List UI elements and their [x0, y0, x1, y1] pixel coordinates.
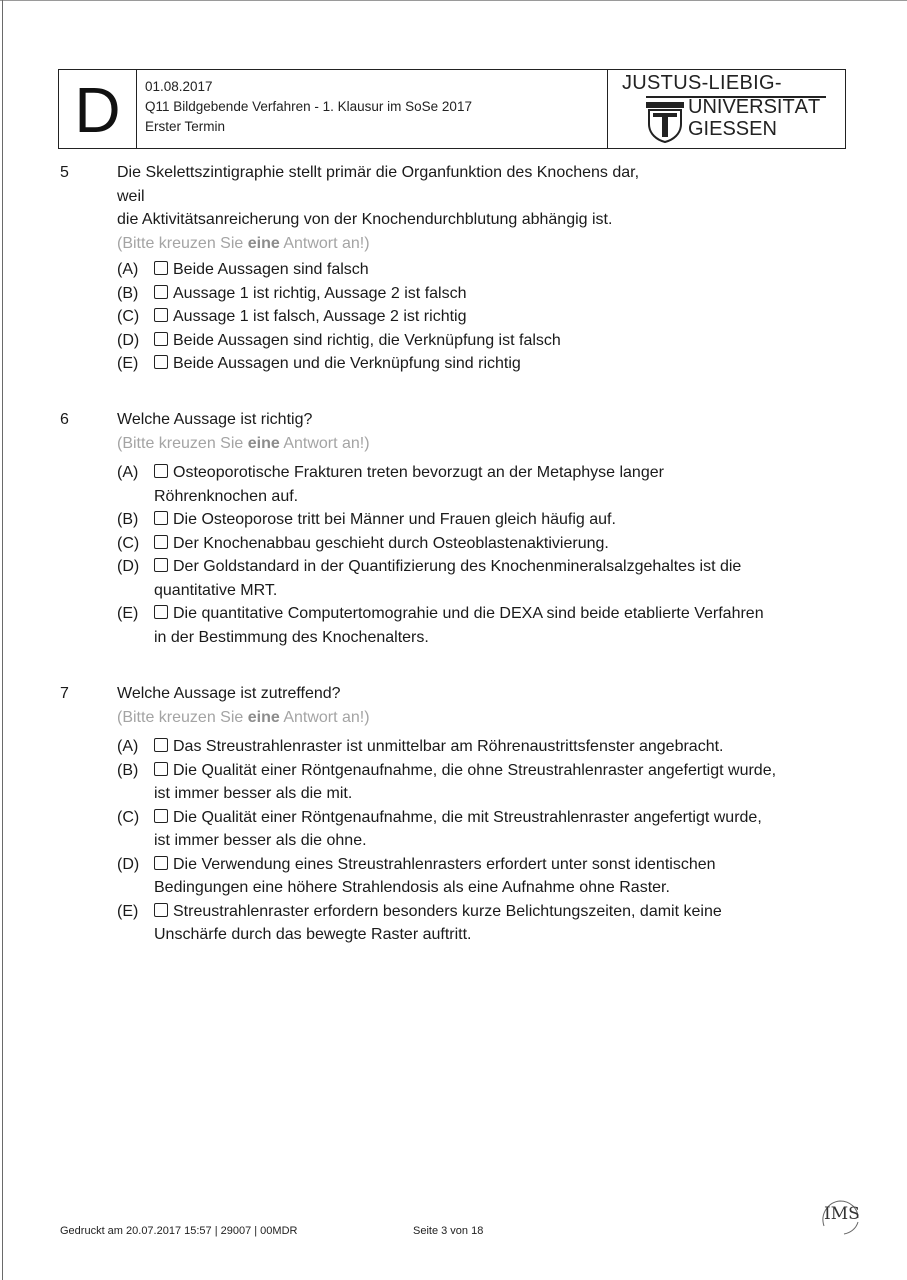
exam-title: Q11 Bildgebende Verfahren - 1. Klausur im SoSe 2017: [145, 99, 472, 114]
answer-option-e: [117, 352, 857, 376]
answer-checkbox[interactable]: [154, 558, 168, 572]
shield-t-icon: [644, 100, 686, 144]
answer-label: (B): [117, 511, 139, 528]
university-name-line3: GIESSEN: [688, 118, 777, 140]
answer-checkbox[interactable]: [154, 511, 168, 525]
answer-option-c: [117, 305, 857, 329]
page-left-edge: [2, 0, 3, 1280]
answer-text-continued: Röhrenknochen auf.: [154, 487, 299, 505]
answer-checkbox[interactable]: [154, 809, 168, 823]
answer-option-b: [117, 759, 857, 806]
question-line: weil: [117, 187, 145, 205]
question-line: Welche Aussage ist richtig?: [117, 411, 313, 428]
answer-label: (C): [117, 534, 140, 552]
answer-checkbox[interactable]: [154, 261, 168, 275]
question-stem: [117, 682, 837, 729]
answer-text: Der Knochenabbau geschieht durch Osteoblastenaktivierung.: [173, 534, 609, 552]
answer-hint: (Bitte kreuzen Sie eine Antwort an!): [117, 708, 370, 726]
answer-label: (D): [117, 855, 140, 873]
answer-label: (D): [117, 558, 140, 575]
answer-option-a: [117, 258, 857, 282]
answer-text: Osteoporotische Frakturen treten bevorzugt an der Metaphyse langer: [173, 464, 664, 481]
answer-checkbox[interactable]: [154, 535, 168, 549]
question-line: Die Skelettszintigraphie stellt primär die Organfunktion des Knochens dar,: [117, 164, 640, 181]
question-number: 7: [60, 685, 69, 702]
exam-term: Erster Termin: [145, 119, 226, 134]
page-top-edge: [0, 0, 907, 1]
answer-option-b: [117, 282, 857, 306]
exam-version-letter: D: [59, 70, 137, 148]
answer-option-c: [117, 806, 857, 853]
answer-text: Die Qualität einer Röntgenaufnahme, die mit Streustrahlenraster angefertigt wurde,: [173, 808, 762, 826]
answer-checkbox[interactable]: [154, 903, 168, 917]
exam-header: [58, 69, 846, 149]
answer-text: Aussage 1 ist richtig, Aussage 2 ist falsch: [173, 284, 467, 302]
answer-checkbox[interactable]: [154, 332, 168, 346]
answer-text: Beide Aussagen und die Verknüpfung sind richtig: [173, 355, 521, 372]
exam-info: [145, 77, 472, 137]
university-logo: [607, 70, 845, 148]
answer-option-a: [117, 735, 857, 759]
answer-label: (A): [117, 261, 139, 278]
answer-list: [117, 735, 857, 947]
question-number: 5: [60, 164, 69, 181]
answer-text: Beide Aussagen sind falsch: [173, 261, 369, 278]
page-number: Seite 3 von 18: [413, 1225, 484, 1237]
answer-checkbox[interactable]: [154, 856, 168, 870]
answer-checkbox[interactable]: [154, 762, 168, 776]
answer-checkbox[interactable]: [154, 285, 168, 299]
answer-list: [117, 461, 857, 649]
question-line: die Aktivitätsanreicherung von der Knochendurchblutung abhängig ist.: [117, 211, 613, 228]
answer-label: (E): [117, 355, 139, 372]
answer-label: (C): [117, 308, 140, 325]
answer-label: (B): [117, 284, 139, 302]
answer-text: Die Verwendung eines Streustrahlenrasters erfordert unter sonst identischen: [173, 855, 716, 873]
answer-label: (A): [117, 738, 139, 755]
answer-label: (D): [117, 331, 140, 349]
answer-text: Der Goldstandard in der Quantifizierung des Knochenmineralsalzgehaltes ist die: [173, 558, 742, 575]
answer-text: Die Qualität einer Röntgenaufnahme, die ohne Streustrahlenraster angefertigt wurde,: [173, 761, 777, 779]
answer-text: Das Streustrahlenraster ist unmittelbar am Röhrenaustrittsfenster angebracht.: [173, 738, 724, 755]
university-name-line1: JUSTUS-LIEBIG-: [622, 72, 782, 94]
answer-checkbox[interactable]: [154, 605, 168, 619]
print-info: Gedruckt am 20.07.2017 15:57 | 29007 | 00MDR: [60, 1225, 298, 1237]
question-stem: [117, 408, 837, 455]
university-name-line2: UNIVERSITÄT: [688, 96, 821, 118]
answer-checkbox[interactable]: [154, 355, 168, 369]
answer-text-continued: ist immer besser als die ohne.: [154, 832, 367, 849]
answer-label: (A): [117, 464, 139, 481]
answer-checkbox[interactable]: [154, 308, 168, 322]
ims-stamp: IMS: [824, 1204, 860, 1224]
answer-list: [117, 258, 857, 376]
answer-option-e: [117, 602, 857, 649]
answer-label: (E): [117, 605, 139, 622]
answer-text: Die quantitative Computertomograhie und die DEXA sind beide etablierte Verfahren: [173, 605, 764, 622]
answer-hint: (Bitte kreuzen Sie eine Antwort an!): [117, 434, 370, 452]
answer-hint: (Bitte kreuzen Sie eine Antwort an!): [117, 234, 370, 252]
question-stem: [117, 161, 837, 255]
exam-date: 01.08.2017: [145, 79, 213, 94]
answer-text-continued: in der Bestimmung des Knochenalters.: [154, 628, 429, 646]
answer-checkbox[interactable]: [154, 464, 168, 478]
answer-text-continued: quantitative MRT.: [154, 581, 278, 599]
answer-option-b: [117, 508, 857, 532]
question-line: Welche Aussage ist zutreffend?: [117, 685, 341, 702]
answer-text: Aussage 1 ist falsch, Aussage 2 ist richtig: [173, 308, 467, 325]
answer-label: (C): [117, 808, 140, 826]
answer-label: (B): [117, 761, 139, 779]
answer-option-e: [117, 900, 857, 947]
answer-option-c: [117, 532, 857, 556]
answer-text: Streustrahlenraster erfordern besonders kurze Belichtungszeiten, damit keine: [173, 902, 722, 920]
answer-text-continued: ist immer besser als die mit.: [154, 785, 353, 802]
answer-text: Die Osteoporose tritt bei Männer und Frauen gleich häufig auf.: [173, 511, 616, 528]
answer-option-d: [117, 853, 857, 900]
answer-text-continued: Unschärfe durch das bewegte Raster auftritt.: [154, 926, 472, 943]
answer-option-a: [117, 461, 857, 508]
question-number: 6: [60, 411, 69, 428]
answer-text-continued: Bedingungen eine höhere Strahlendosis als eine Aufnahme ohne Raster.: [154, 879, 670, 896]
answer-label: (E): [117, 902, 139, 920]
answer-option-d: [117, 329, 857, 353]
answer-option-d: [117, 555, 857, 602]
answer-text: Beide Aussagen sind richtig, die Verknüpfung ist falsch: [173, 331, 561, 349]
answer-checkbox[interactable]: [154, 738, 168, 752]
